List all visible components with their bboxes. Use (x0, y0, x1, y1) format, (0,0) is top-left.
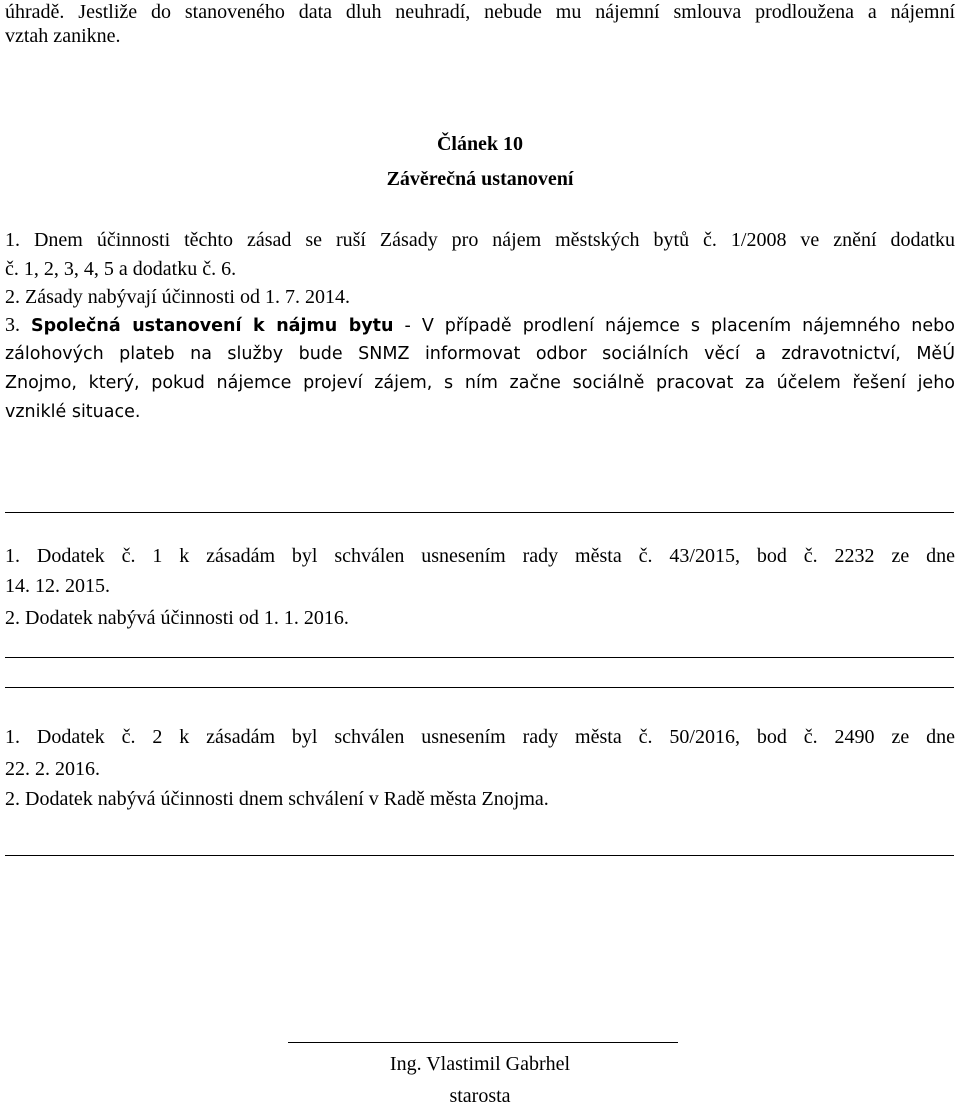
item-3-line-4: vzniklé situace. (5, 402, 141, 422)
amendment-2 (5, 725, 955, 749)
item-3-number: 3. (5, 314, 20, 336)
intro-line-2: vztah zanikne. (5, 25, 121, 47)
item-3-line-2: zálohových plateb na služby bude SNMZ informovat odbor sociálních věcí a zdravotnictví, MěÚ (5, 344, 955, 364)
separator-rule-1 (5, 512, 954, 513)
signature-role: starosta (449, 1085, 511, 1107)
amendment-1-line-3: 2. Dodatek nabývá účinnosti od 1. 1. 2016. (5, 607, 349, 629)
separator-rule-4 (5, 855, 954, 856)
amendment-2-line-2: 22. 2. 2016. (5, 758, 100, 780)
item-3-line-3-wrap (5, 371, 955, 395)
item-3-line-3: Znojmo, který, pokud nájemce projeví zájem, s ním začne sociálně pracovat za účelem řešení jeho (5, 373, 955, 393)
item-3-line-1 (5, 313, 955, 338)
article-title: Závěrečná ustanovení (386, 168, 574, 190)
signature-line (288, 1042, 678, 1043)
amendment-1 (5, 544, 955, 568)
intro-line-1: úhradě. Jestliže do stanoveného data dluh neuhradí, nebude mu nájemní smlouva prodloužena a nájemní (5, 1, 955, 23)
signature-name: Ing. Vlastimil Gabrhel (389, 1053, 571, 1075)
item-1 (5, 228, 955, 252)
item-3-line-1-rest: - V případě prodlení nájemce s placením nájemného nebo (393, 316, 955, 336)
item-1-line-1: 1. Dnem účinnosti těchto zásad se ruší Zásady pro nájem městských bytů č. 1/2008 ve znění dodatku (5, 229, 955, 251)
amendment-2-line-1: 1. Dodatek č. 2 k zásadám byl schválen usnesením rady města č. 50/2016, bod č. 2490 ze dne (5, 726, 955, 748)
article-number: Článek 10 (436, 133, 524, 155)
amendment-2-line-3: 2. Dodatek nabývá účinnosti dnem schválení v Radě města Znojma. (5, 788, 549, 810)
item-3-bold-heading: Společná ustanovení k nájmu bytu (31, 316, 394, 336)
intro-text (5, 0, 955, 24)
separator-rule-3 (5, 687, 954, 688)
item-3-line-2-wrap (5, 342, 955, 366)
amendment-1-line-2: 14. 12. 2015. (5, 575, 110, 597)
item-2: 2. Zásady nabývají účinnosti od 1. 7. 2014. (5, 286, 350, 308)
item-3 (5, 313, 955, 338)
separator-rule-2 (5, 657, 954, 658)
amendment-1-line-1: 1. Dodatek č. 1 k zásadám byl schválen usnesením rady města č. 43/2015, bod č. 2232 ze dne (5, 545, 955, 567)
item-1-line-2: č. 1, 2, 3, 4, 5 a dodatku č. 6. (5, 258, 237, 280)
